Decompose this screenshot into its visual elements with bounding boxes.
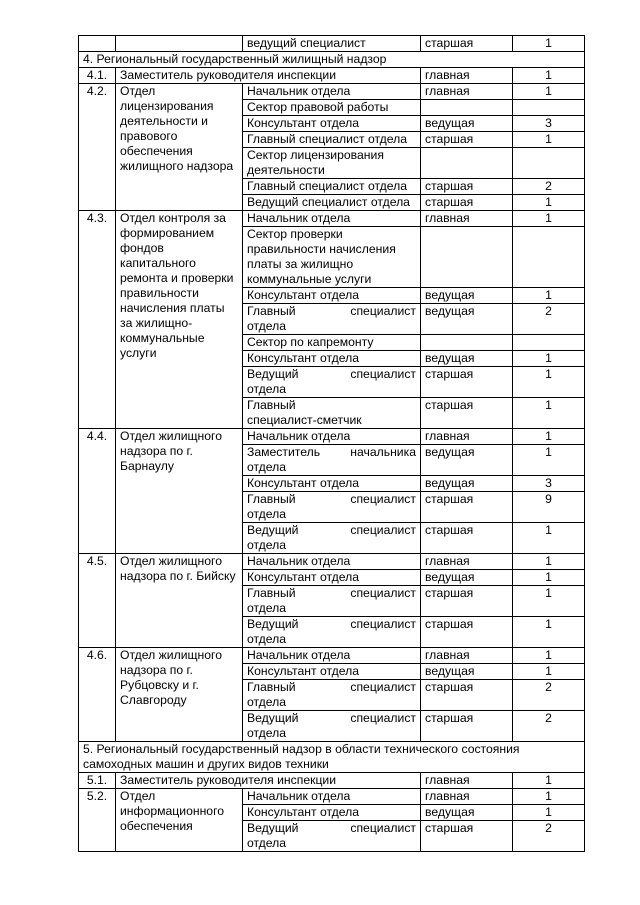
cell-count: 1 [513,570,585,586]
position-line: отдела [247,538,287,552]
cell-position [243,304,421,335]
cell-count: 1 [513,288,585,304]
cell-number: 4.2. [79,84,116,211]
cell-position: Главный специалист отдела [243,179,421,195]
cell-count: 1 [513,554,585,570]
cell-count: 1 [513,805,585,821]
cell-count: 2 [513,179,585,195]
position-line: отдела [247,695,287,709]
position-line: Главный [247,398,296,412]
cell-count: 1 [513,664,585,680]
cell-count: 1 [513,523,585,554]
cell-count: 1 [513,132,585,148]
position-line: Ведущий специалист [247,367,416,381]
cell-group: старшая [421,195,513,211]
cell-number: 4.1. [79,68,116,84]
cell-number: 5.1. [79,773,116,789]
position-line: отдела [247,319,287,333]
table-row [79,36,585,52]
cell-position: Консультант отдела [243,476,421,492]
cell-group: ведущая [421,664,513,680]
section-row [79,742,585,773]
cell-count [513,100,585,116]
cell-number: 5.2. [79,789,116,852]
cell-count: 1 [513,68,585,84]
position-line: Ведущий специалист [247,821,416,835]
position-line: Ведущий специалист [247,523,416,537]
cell-group: главная [421,429,513,445]
cell-sector: Сектор лицензирования деятельности [243,148,421,179]
cell-position [243,617,421,648]
position-line: отдела [247,382,287,396]
position-line: специалист-сметчик [247,413,362,427]
cell-position: Начальник отдела [243,554,421,570]
cell-group: главная [421,68,513,84]
table-row [79,429,585,445]
cell-sector: Сектор проверки правильности начисления платы за жилищно коммунальные услуги [243,227,421,288]
position-line: Главный специалист [247,586,416,600]
cell-group: главная [421,648,513,664]
cell-count: 1 [513,617,585,648]
cell-number: 4.4. [79,429,116,554]
position-line: отдела [247,632,287,646]
cell-position: Начальник отдела [243,789,421,805]
cell-position [243,492,421,523]
cell-count: 1 [513,789,585,805]
cell-count: 1 [513,211,585,227]
cell-position: Консультант отдела [243,351,421,367]
table-row [79,554,585,570]
cell-position [243,367,421,398]
cell-count: 1 [513,195,585,211]
cell-group: старшая [421,586,513,617]
cell-group [421,335,513,351]
cell-group: старшая [421,179,513,195]
cell-count: 9 [513,492,585,523]
cell-group [421,148,513,179]
cell-position [243,711,421,742]
cell-count: 2 [513,711,585,742]
cell-position: Консультант отдела [243,805,421,821]
cell-group: главная [421,789,513,805]
cell-position: Ведущий специалист отдела [243,195,421,211]
table-row [79,789,585,805]
cell-position: Начальник отдела [243,648,421,664]
cell-group: старшая [421,367,513,398]
cell-position: Начальник отдела [243,211,421,227]
cell-position [243,821,421,852]
cell-group: старшая [421,523,513,554]
cell-department: Отдел жилищного надзора по г. Барнаулу [116,429,243,554]
cell-position [243,586,421,617]
cell-count: 1 [513,429,585,445]
cell-group: старшая [421,132,513,148]
cell-sector: Сектор по капремонту [243,335,421,351]
cell-count: 1 [513,367,585,398]
cell-number: 4.6. [79,648,116,742]
table-row [79,773,585,789]
cell-group: ведущая [421,288,513,304]
cell-group [421,100,513,116]
cell-position: Главный специалист отдела [243,132,421,148]
section-heading: 4. Региональный государственный жилищный надзор [79,52,585,68]
cell-count: 1 [513,84,585,100]
cell-position: ведущий специалист [243,36,421,52]
cell-count [513,148,585,179]
cell-count: 1 [513,648,585,664]
cell-position: Консультант отдела [243,288,421,304]
cell-position: Консультант отдела [243,116,421,132]
cell-department: Отдел контроля за формированием фондов капитального ремонта и проверки правильности начисления платы за жилищно-коммунальные услуги [116,211,243,429]
cell-number: 4.3. [79,211,116,429]
cell-sector: Сектор правовой работы [243,100,421,116]
cell-group: старшая [421,36,513,52]
cell-count: 3 [513,476,585,492]
cell-group: старшая [421,398,513,429]
cell-count: 1 [513,398,585,429]
cell-department: Отдел жилищного надзора по г. Бийску [116,554,243,648]
cell-position [243,398,421,429]
position-line: отдела [247,507,287,521]
cell-position [243,680,421,711]
cell-group: ведущая [421,570,513,586]
cell-count: 2 [513,304,585,335]
cell-count: 2 [513,821,585,852]
cell-group: старшая [421,711,513,742]
position-line: Главный специалист [247,680,416,694]
cell-position: Консультант отдела [243,570,421,586]
cell-count: 1 [513,586,585,617]
cell-group [421,227,513,288]
staff-table [78,35,585,852]
cell-group: главная [421,554,513,570]
table-row [79,68,585,84]
cell-count: 3 [513,116,585,132]
cell-position: Начальник отдела [243,84,421,100]
position-line: Ведущий специалист [247,711,416,725]
cell-group: ведущая [421,445,513,476]
cell-count [513,227,585,288]
section-heading: 5. Региональный государственный надзор в области технического состояния самоходных машин и других видов техники [79,742,585,773]
cell-position [243,523,421,554]
table-row [79,211,585,227]
cell-department: Отдел лицензирования деятельности и правового обеспечения жилищного надзора [116,84,243,211]
cell-department: Отдел информационного обеспечения [116,789,243,852]
position-line: Ведущий специалист [247,617,416,631]
cell-position: Заместитель руководителя инспекции [116,773,421,789]
position-line: отдела [247,836,287,850]
position-line: Заместитель начальника [247,445,416,459]
cell-count: 1 [513,773,585,789]
cell-count: 1 [513,36,585,52]
position-line: Главный специалист [247,304,416,318]
cell-group: старшая [421,492,513,523]
cell-count: 2 [513,680,585,711]
cell-position: Заместитель руководителя инспекции [116,68,421,84]
cell-group: ведущая [421,805,513,821]
position-line: отдела [247,601,287,615]
cell-position: Консультант отдела [243,664,421,680]
cell-count [513,335,585,351]
cell-number [79,36,116,52]
table-row [79,84,585,100]
table-row [79,648,585,664]
cell-group: старшая [421,680,513,711]
position-line: отдела [247,460,287,474]
cell-group: ведущая [421,476,513,492]
position-line: Главный специалист [247,492,416,506]
cell-position [243,445,421,476]
cell-group: ведущая [421,116,513,132]
position-line: отдела [247,726,287,740]
cell-position: Начальник отдела [243,429,421,445]
cell-department [116,36,243,52]
cell-group: главная [421,773,513,789]
cell-group: старшая [421,821,513,852]
cell-count: 1 [513,351,585,367]
cell-group: старшая [421,617,513,648]
cell-group: главная [421,84,513,100]
cell-group: главная [421,211,513,227]
cell-group: ведущая [421,351,513,367]
cell-count: 1 [513,445,585,476]
cell-department: Отдел жилищного надзора по г. Рубцовску и г. Славгороду [116,648,243,742]
section-row [79,52,585,68]
cell-number: 4.5. [79,554,116,648]
cell-group: ведущая [421,304,513,335]
